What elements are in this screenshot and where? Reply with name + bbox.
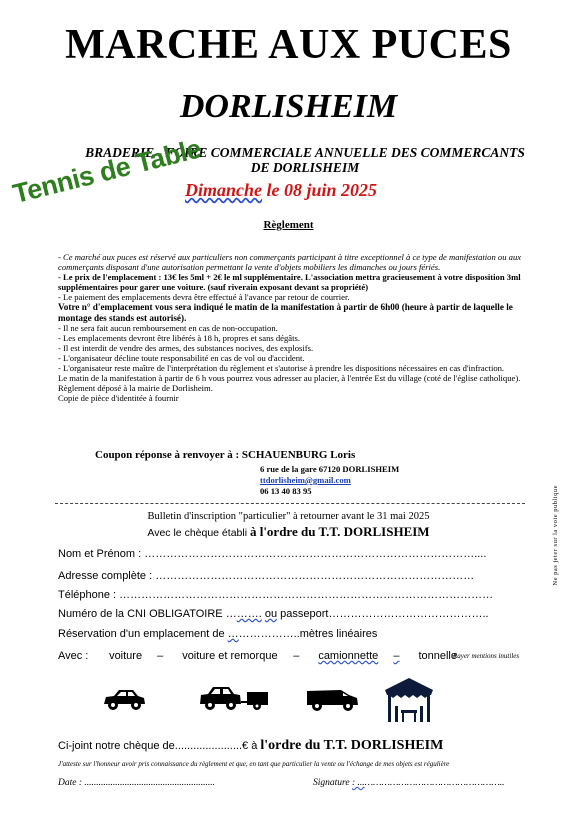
- signature-dots: …………………………………………..: [364, 778, 505, 788]
- phone-field[interactable]: Téléphone : …………………………………………………………………………………………: [58, 589, 494, 601]
- rule-item: - L'organisateur reste maître de l'interprétation du règlement et s'autorise à prendre les dispositions nécessaires en cas d'infraction.: [58, 363, 505, 374]
- event-date: [185, 180, 377, 201]
- rule-item: - Le paiement des emplacements devra être effectué à l'avance par retour de courrier.: [58, 292, 350, 303]
- rule-item: - Les emplacements devront être libérés à 18 h, propres et sans dégâts.: [58, 332, 300, 343]
- cheque-amount-field[interactable]: [58, 738, 443, 754]
- rule-item: Règlement déposé à la mairie de Dorlisheim.: [58, 383, 213, 394]
- bulletin-heading: Bulletin d'inscription "particulier" à retourner avant le 31 mai 2025: [147, 511, 430, 522]
- event-date-day: Dimanche: [185, 180, 263, 200]
- cni-dots: …….: [236, 608, 262, 620]
- attestation-text: J'atteste sur l'honneur avoir pris connaissance du règlement et que, en tant que particulier la vente ou l'échange de mes objets est régulière: [58, 760, 450, 768]
- cut-line-divider: [55, 503, 525, 504]
- cheque-order: l'ordre du T.T. DORLISHEIM: [260, 738, 444, 753]
- cni-ou: ou: [264, 608, 278, 620]
- dash-separator: –: [157, 650, 164, 662]
- braderie-line-2: DE DORLISHEIM: [250, 160, 360, 175]
- rule-item: Copie de pièce d'identitée à fournir: [58, 393, 179, 404]
- tennis-de-table-logo: Tennis de Table: [10, 133, 205, 210]
- bulletin-cheque-prefix: Avec le chèque établi: [147, 527, 250, 539]
- tent-icon: [383, 676, 435, 724]
- rule-item: - L'organisateur décline toute responsabilité en cas de vol ou d'accident.: [58, 352, 305, 363]
- vehicle-option-voiture[interactable]: voiture: [109, 650, 143, 662]
- vehicles-label: Avec :: [58, 650, 89, 662]
- car-trailer-icon: [198, 684, 270, 714]
- date-field[interactable]: Date : .......................................................: [58, 778, 216, 788]
- event-date-rest: le 08 juin 2025: [262, 180, 378, 200]
- rule-item: Le matin de la manifestation à partir de 6 h vous pourrez vous adresser au placier, à l'entrée Est du village (coté de l'église catholique).: [58, 373, 521, 384]
- reservation-field[interactable]: [58, 628, 377, 640]
- signature-label: Signature: [313, 778, 352, 788]
- signature-colon: : ...: [351, 778, 365, 788]
- van-icon: [305, 686, 361, 714]
- bulletin-cheque-order: à l'ordre du T.T. DORLISHEIM: [249, 524, 430, 539]
- coupon-address: 6 rue de la gare 67120 DORLISHEIM: [260, 464, 400, 474]
- vehicle-options: [58, 650, 468, 662]
- cheque-amount-label: Ci-joint notre chèque de......................€ à: [58, 740, 261, 752]
- page-title: MARCHE AUX PUCES: [65, 22, 512, 68]
- coupon-phone: 06 13 40 83 95: [260, 486, 312, 496]
- vehicle-option-camionnette[interactable]: camionnette: [318, 650, 379, 662]
- side-note-vertical: Ne pas jeter sur la voie publique: [552, 485, 559, 586]
- coupon-email-link[interactable]: ttdorlisheim@gmail.com: [260, 475, 351, 485]
- address-field[interactable]: Adresse complète : ……………………………………………………………………………: [58, 570, 475, 582]
- dash-separator: –: [293, 650, 300, 662]
- rule-item: - Le prix de l'emplacement : 13€ les 5ml + 2€ le ml supplémentaire. L'association mettra gracieusement à votre disposition 3ml supplémentaires pour garer une voiture. (sauf riverain exposant devant sa propriété): [58, 272, 521, 293]
- braderie-line-1: BRADERIE - FOIRE COMMERCIALE ANNUELLE DES COMMERCANTS: [85, 145, 525, 160]
- rule-item: - Il est interdit de vendre des armes, des substances nocives, des explosifs.: [58, 342, 314, 353]
- car-icon: [100, 686, 148, 714]
- bulletin-cheque-line: [0, 524, 577, 540]
- page-subtitle: DORLISHEIM: [179, 88, 398, 125]
- reservation-dots: …: [227, 628, 239, 640]
- cni-label: Numéro de la CNI OBLIGATOIRE …: [58, 608, 237, 620]
- rayer-mentions-note: Rayer mentions inutiles: [453, 652, 520, 660]
- coupon-label: Coupon réponse à renvoyer à : SCHAUENBURG Loris: [95, 449, 356, 461]
- rule-item: - Ce marché aux puces est réservé aux particuliers non commerçants participant à titre exceptionnel à ce type de manifestation ou aux commerçants disposant d'une autorisation permettant la vente d'objets mobiliers les dimanches ou jours fériés.: [58, 252, 522, 273]
- rules-list: [58, 252, 530, 403]
- vehicle-option-tonnelle[interactable]: tonnelle: [418, 650, 457, 662]
- reservation-label: Réservation d'un emplacement de: [58, 628, 228, 640]
- cni-passport: passeport……………………………………..: [277, 608, 489, 620]
- coupon-address-block: [260, 464, 399, 497]
- rule-item: Votre n° d'emplacement vous sera indiqué le matin de la manifestation à partir de 6h00 (heure à partir de laquelle le montage des stands est autorisé).: [58, 302, 513, 323]
- cni-field[interactable]: [58, 608, 489, 620]
- reservation-suffix: ……………..mètres linéaires: [238, 628, 378, 640]
- rule-item: - Il ne sera fait aucun remboursement en cas de non-occupation.: [58, 322, 278, 333]
- signature-field[interactable]: [313, 778, 505, 788]
- reglement-title: Règlement: [263, 219, 314, 231]
- vehicle-option-voiture-remorque[interactable]: voiture et remorque: [182, 650, 278, 662]
- name-field[interactable]: Nom et Prénom : ………………………………………………………………………………....: [58, 548, 487, 560]
- dash-separator: –: [393, 650, 400, 662]
